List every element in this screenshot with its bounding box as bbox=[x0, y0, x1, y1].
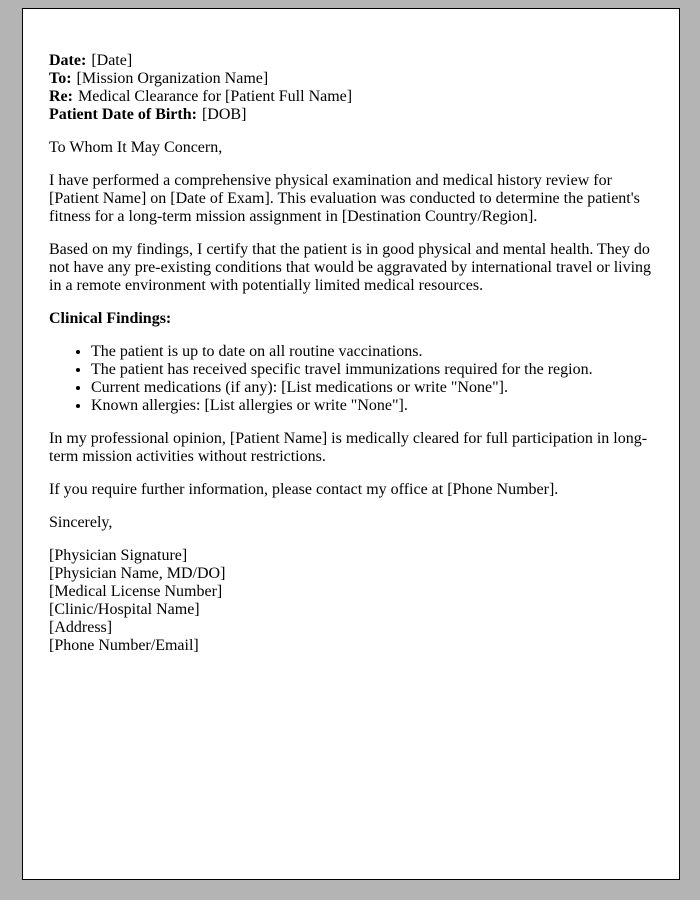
paragraph-certification: Based on my findings, I certify that the patient is in good physical and mental health. They do not have any pre-existing conditions that would be aggravated by international travel or living in a remote environment with potentially limited medical resources. bbox=[49, 241, 652, 294]
finding-item: • The patient has received specific travel immunizations required for the region. bbox=[91, 361, 653, 379]
clinical-findings-list bbox=[49, 343, 653, 415]
recipient-block bbox=[49, 70, 653, 124]
date-line bbox=[49, 52, 653, 70]
letter-page bbox=[22, 8, 680, 880]
dob-label: Patient Date of Birth: bbox=[49, 106, 197, 123]
signature-line: [Clinic/Hospital Name] bbox=[49, 601, 200, 618]
re-label: Re: bbox=[49, 88, 73, 105]
dob-line bbox=[49, 106, 653, 124]
date-value: [Date] bbox=[91, 52, 133, 69]
clinical-findings-heading: Clinical Findings: bbox=[49, 310, 172, 327]
finding-item: • The patient is up to date on all routine vaccinations. bbox=[91, 343, 653, 361]
dob-value: [DOB] bbox=[201, 106, 247, 123]
signature-line: [Address] bbox=[49, 619, 113, 636]
signature-block bbox=[49, 547, 653, 655]
date-label: Date: bbox=[49, 52, 87, 69]
paragraph-examination: I have performed a comprehensive physical examination and medical history review for [Patient Name] on [Date of Exam]. This evaluation was conducted to determine the patient's fitness for a long-term mission assignment in [Destination Country/Region]. bbox=[49, 172, 640, 225]
to-label: To: bbox=[49, 70, 72, 87]
finding-item: • Current medications (if any): [List medications or write "None"]. bbox=[91, 379, 653, 397]
re-line bbox=[49, 88, 653, 106]
re-value: Medical Clearance for [Patient Full Name] bbox=[77, 88, 353, 105]
signature-line: [Medical License Number] bbox=[49, 583, 223, 600]
signature-line: [Physician Signature] bbox=[49, 547, 188, 564]
salutation: To Whom It May Concern, bbox=[49, 139, 223, 156]
signature-line: [Phone Number/Email] bbox=[49, 637, 199, 654]
finding-item: • Known allergies: [List allergies or write "None"]. bbox=[91, 397, 653, 415]
to-line bbox=[49, 70, 653, 88]
closing: Sincerely, bbox=[49, 514, 113, 531]
signature-line: [Physician Name, MD/DO] bbox=[49, 565, 226, 582]
to-value: [Mission Organization Name] bbox=[76, 70, 269, 87]
paragraph-contact: If you require further information, please contact my office at [Phone Number]. bbox=[49, 481, 559, 498]
paragraph-opinion: In my professional opinion, [Patient Name] is medically cleared for full participation in long-term mission activities without restrictions. bbox=[49, 430, 648, 465]
